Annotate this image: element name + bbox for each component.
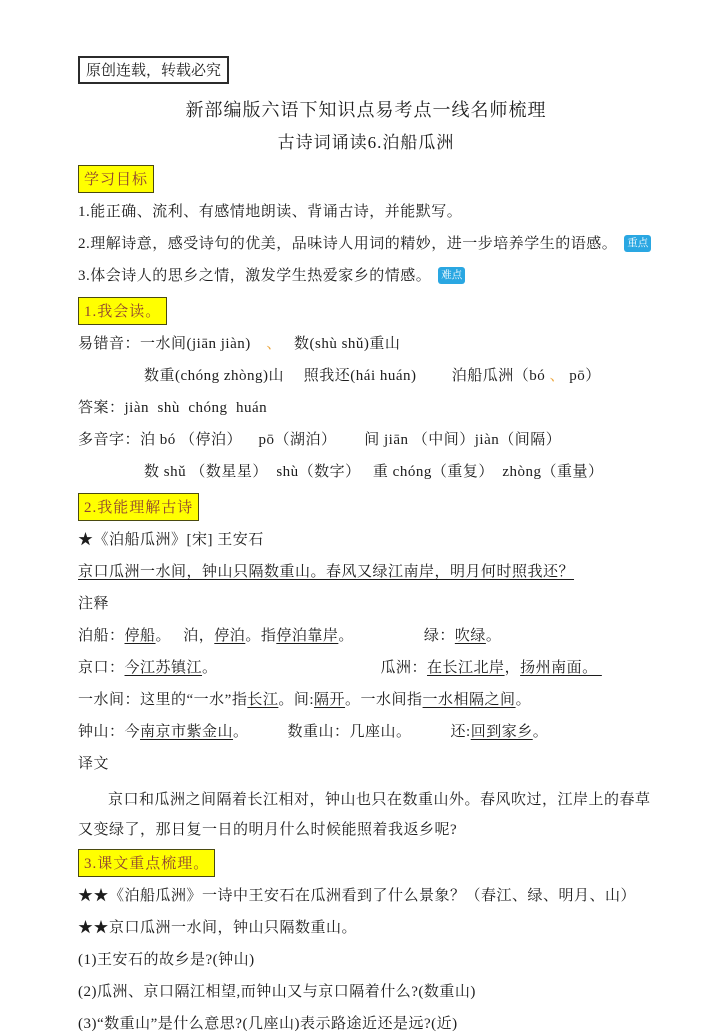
goal-item-2 (78, 233, 654, 255)
goal-item-2-text: 2.理解诗意，感受诗句的优美，品味诗人用词的精妙，进一步培养学生的语感。 (78, 236, 618, 252)
keypoint-question-3: (1)王安石的故乡是?(钟山) (78, 952, 255, 968)
copyright-notice: 原创连载，转载必究 (78, 56, 229, 84)
section-understanding (78, 493, 654, 845)
section-reading (78, 297, 654, 483)
section-goals (78, 165, 654, 287)
note-boat: 泊船：停船。 泊，停泊。指停泊靠岸。 绿：吹绿。 (78, 628, 502, 644)
keypoint-question-5: (3)“数重山”是什么意思?(几座山)表示路途近还是远?(近) (78, 1016, 458, 1032)
polyphone-line-1: 多音字：泊 bó （停泊） pō（湖泊） 间 jiān （中间）jiàn（间隔） (78, 432, 562, 448)
doc-subtitle: 古诗词诵读6.泊船瓜洲 (277, 133, 455, 152)
note-zhongshan: 钟山：今南京市紫金山。 数重山：几座山。 还:回到家乡。 (78, 724, 549, 740)
keypoint-question-4: (2)瓜洲、京口隔江相望,而钟山又与京口隔着什么?(数重山) (78, 984, 476, 1000)
keypoints-heading: 3.课文重点梳理。 (78, 849, 215, 877)
goal-item-3 (78, 265, 654, 287)
poem-title-line: ★《泊船瓜洲》[宋] 王安石 (78, 532, 264, 548)
translation-label: 译文 (78, 756, 110, 772)
translation-paragraph: 京口和瓜洲之间隔着长江相对，钟山也只在数重山外。春风吹过，江岸上的春草又变绿了，那日复一日的明月什么时候能照着我返乡呢? (78, 792, 651, 838)
understanding-heading: 2.我能理解古诗 (78, 493, 199, 521)
answers-line: 答案：jiàn shù chóng huán (78, 400, 268, 416)
goal-item-1-text: 1.能正确、流利、有感情地朗读、背诵古诗，并能默写。 (78, 204, 463, 220)
poem-text: 京口瓜洲一水间，钟山只隔数重山。春风又绿江南岸，明月何时照我还？ (78, 564, 575, 580)
polyphone-line-2: 数 shǔ （数星星） shù（数字） 重 chóng（重复） zhòng（重量） (144, 464, 604, 480)
mispronounced-line-2: 数重(chóng zhòng)山 照我还(hái huán) 泊船瓜洲（bó 、 pō） (144, 368, 601, 384)
doc-title: 新部编版六语下知识点易考点一线名师梳理 (185, 100, 547, 120)
goal-item-1 (78, 201, 654, 223)
note-yishuijian: 一水间：这里的“一水”指长江。间:隔开。一水间指一水相隔之间。 (78, 692, 532, 708)
section-keypoints (78, 849, 654, 1035)
goals-heading: 学习目标 (78, 165, 154, 193)
difficult-badge: 难点 (438, 267, 465, 284)
poem-line (78, 561, 654, 583)
keypoint-question-2: ★★京口瓜洲一水间，钟山只隔数重山。 (78, 920, 358, 936)
goal-item-3-text: 3.体会诗人的思乡之情，激发学生热爱家乡的情感。 (78, 268, 432, 284)
note-jingkou-guazhou: 京口：今江苏镇江。 瓜洲：在长江北岸，扬州南面。 (78, 660, 602, 676)
keypoint-question-1: ★★《泊船瓜洲》一诗中王安石在瓜洲看到了什么景象？（春江、绿、明月、山） (78, 888, 637, 904)
notes-label: 注释 (78, 596, 110, 612)
reading-heading: 1.我会读。 (78, 297, 167, 325)
mispronounced-line-1: 易错音：一水间(jiān jiàn) 、 数(shù shǔ)重山 (78, 336, 401, 352)
important-badge: 重点 (624, 235, 651, 252)
